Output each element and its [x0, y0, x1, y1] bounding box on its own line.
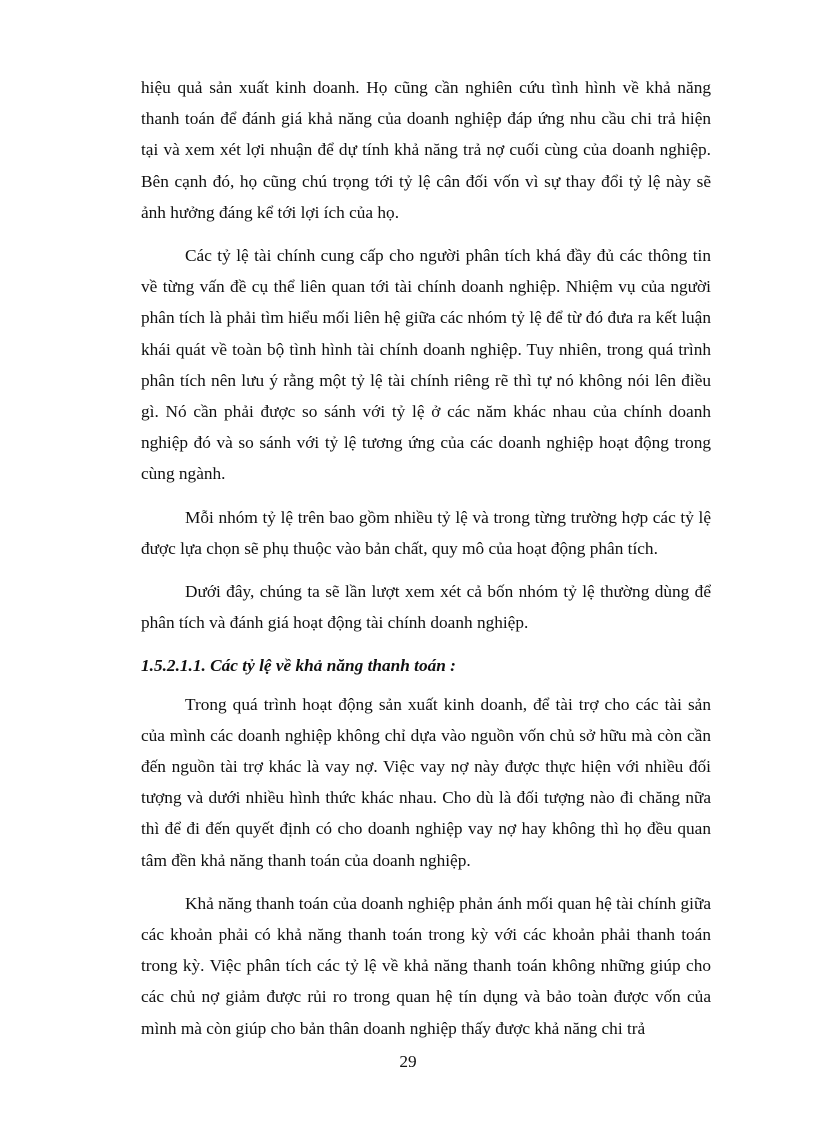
section-heading: 1.5.2.1.1. Các tỷ lệ về khả năng thanh toán : [141, 656, 456, 676]
paragraph-ratio-groups: Mỗi nhóm tỷ lệ trên bao gồm nhiều tỷ lệ và trong từng trường hợp các tỷ lệ được lựa chọn sẽ phụ thuộc vào bản chất, quy mô của hoạt động phân tích. [141, 507, 711, 558]
paragraph-financial-ratios: Các tỷ lệ tài chính cung cấp cho người phân tích khá đầy đủ các thông tin về từng vấn đề cụ thể liên quan tới tài chính doanh nghiệp. Nhiệm vụ của người phân tích là phải tìm hiểu mối liên hệ giữa các nhóm tỷ lệ để từ đó đưa ra kết luận khái quát về toàn bộ tình hình tài chính doanh nghiệp. Tuy nhiên, trong quá trình phân tích nên lưu ý rằng một tỷ lệ tài chính riêng rẽ thì tự nó không nói lên điều gì. Nó cần phải được so sánh với tỷ lệ ở các năm khác nhau của chính doanh nghiệp đó và so sánh với tỷ lệ tương ứng của các doanh nghiệp hoạt động trong cùng ngành. [141, 246, 711, 484]
page-body [141, 72, 711, 1056]
paragraph-intro-continuation: hiệu quả sản xuất kinh doanh. Họ cũng cần nghiên cứu tình hình về khả năng thanh toán để đánh giá khả năng của doanh nghiệp đáp ứng nhu cầu chi trả hiện tại và xem xét lợi nhuận để dự tính khả năng trả nợ cuối cùng của doanh nghiệp. Bên cạnh đó, họ cũng chú trọng tới tỷ lệ cân đối vốn vì sự thay đổi tỷ lệ này sẽ ảnh hưởng đáng kể tới lợi ích của họ. [141, 78, 711, 222]
paragraph-four-groups: Dưới đây, chúng ta sẽ lần lượt xem xét cả bốn nhóm tỷ lệ thường dùng để phân tích và đánh giá hoạt động tài chính doanh nghiệp. [141, 582, 711, 633]
paragraph-solvency: Khả năng thanh toán của doanh nghiệp phản ánh mối quan hệ tài chính giữa các khoản phải có khả năng thanh toán trong kỳ với các khoản phải thanh toán trong kỳ. Việc phân tích các tỷ lệ về khả năng thanh toán không những giúp cho các chủ nợ giảm được rủi ro trong quan hệ tín dụng và bảo toàn được vốn của mình mà còn giúp cho bản thân doanh nghiệp thấy được khả năng chi trả [141, 893, 711, 1038]
paragraph-debt-financing: Trong quá trình hoạt động sản xuất kinh doanh, để tài trợ cho các tài sản của mình các doanh nghiệp không chỉ dựa vào nguồn vốn chủ sở hữu mà còn cần đến nguồn tài trợ khác là vay nợ. Việc vay nợ này được thực hiện với nhiều đối tượng và dưới nhiều hình thức khác nhau. Cho dù là đối tượng nào đi chăng nữa thì để đi đến quyết định có cho doanh nghiệp vay nợ hay không thì họ đều quan tâm đền khả năng thanh toán của doanh nghiệp. [141, 694, 711, 870]
page-number: 29 [399, 1052, 417, 1071]
